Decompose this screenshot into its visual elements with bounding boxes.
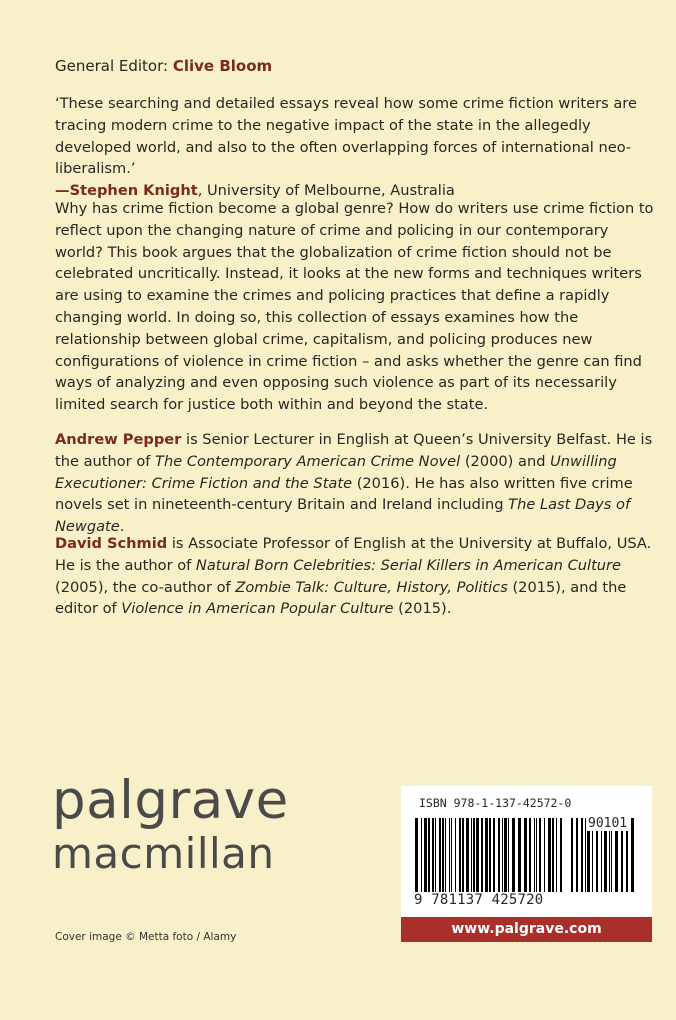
barcode-bar [529, 818, 531, 892]
general-editor-label: General Editor: [55, 57, 169, 75]
bio-text: (2016). He has also written five crime novels set in nineteenth-century Britain and Ireland including [55, 474, 633, 514]
book-title: Violence in American Popular Culture [121, 600, 394, 618]
barcode-bar [415, 818, 418, 892]
barcode-bar [435, 818, 436, 892]
barcode-bar [498, 818, 500, 892]
barcode-bar [504, 818, 507, 892]
barcode-bar [512, 818, 515, 892]
author-bio-pepper [55, 429, 655, 538]
barcode-bar [432, 818, 434, 892]
barcode-bar [476, 818, 479, 892]
general-editor-name: Clive Bloom [172, 57, 273, 75]
addon-number: 90101 [588, 816, 628, 831]
barcode-bar [451, 818, 452, 892]
book-title: Unwilling Executioner: Crime Fiction and the State [55, 452, 617, 492]
barcode-bar [489, 818, 491, 892]
barcode-bar [493, 818, 495, 892]
barcode-bar [439, 818, 441, 892]
barcode-bar [466, 818, 469, 892]
barcode-bar [485, 818, 488, 892]
barcode-bar [445, 818, 446, 892]
barcode-bar [581, 818, 583, 892]
quote-affiliation: , University of Melbourne, Australia [197, 182, 455, 200]
bio-text: is Associate Professor of English at the University at Buffalo, USA. He is the author of [55, 535, 652, 574]
cover-image-credit: Cover image © Metta foto / Alamy [55, 931, 237, 943]
logo-palgrave: palgrave [52, 770, 289, 831]
bio-text: (2015), and the editor of [55, 578, 627, 618]
book-title: Zombie Talk: Culture, History, Politics [235, 578, 508, 596]
barcode-bar [571, 818, 573, 892]
barcode-bar [534, 818, 535, 892]
publisher-url: www.palgrave.com [401, 917, 652, 942]
bio-name: Andrew Pepper [55, 431, 182, 448]
barcode-bar [459, 818, 461, 892]
barcode-bar [552, 818, 554, 892]
bio-text: (2005), the co-author of [55, 578, 236, 596]
isbn-barcode [401, 786, 652, 917]
author-bio-schmid [55, 533, 655, 620]
publisher-logo [52, 770, 289, 878]
bio-text: (2000) and [460, 452, 551, 470]
barcode-bar [421, 818, 422, 892]
barcode-bar [462, 818, 464, 892]
barcode-bar [442, 818, 444, 892]
barcode-bar [539, 818, 541, 892]
barcode-bar [455, 818, 456, 892]
quote-text: ‘These searching and detailed essays reveal how some crime fiction writers are tracing modern crime to the negative impact of the state in the allegedly developed world, and also to the often overlapping forces of international neo-liberalism.’ [55, 95, 637, 178]
barcode-bar [536, 818, 537, 892]
book-title: The Contemporary American Crime Novel [155, 452, 461, 470]
book-title: The Last Days of Newgate [55, 496, 631, 536]
isbn-text: ISBN 978-1-137-42572-0 [419, 796, 572, 810]
barcode-bar [502, 818, 503, 892]
barcode-digits: 9 781137 425720 [414, 892, 544, 908]
barcode-bar [518, 818, 521, 892]
logo-macmillan: macmillan [52, 829, 275, 878]
barcode-bar [508, 818, 509, 892]
description-text: Why has crime fiction become a global genre? How do writers use crime fiction to reflect upon the changing nature of crime and policing in our contemporary world? This book argues that the globalization of crime fiction should not be celebrated uncritically. Instead, it looks at the new forms and techniques writers are using to examine the crimes and policing practices that define a rapidly changing world. In doing so, this collection of essays examines how the relationship between global crime, capitalism, and policing produces new configurations of violence in crime fiction – and asks whether the genre can find ways of analyzing and even opposing such violence as part of its necessarily limited search for justice both within and beyond the state. [55, 200, 654, 414]
barcode-bar [631, 818, 634, 892]
barcode-bar [481, 818, 483, 892]
book-title: Natural Born Celebrities: Serial Killers in American Culture [195, 556, 622, 574]
barcode-bar [428, 818, 430, 892]
barcode-bar [548, 818, 551, 892]
quote-author: —Stephen Knight [55, 182, 198, 200]
bio-text: (2015). [393, 600, 452, 618]
barcode-bar [576, 818, 578, 892]
book-description [55, 198, 655, 416]
endorsement-quote [55, 93, 655, 202]
bio-text: . [119, 518, 125, 536]
barcode-bars [415, 818, 565, 892]
barcode-bar [473, 818, 475, 892]
barcode-bar [585, 818, 586, 892]
barcode-bar [544, 818, 545, 892]
general-editor-line [55, 57, 272, 75]
barcode-bar [424, 818, 427, 892]
barcode-bar [449, 818, 450, 892]
bio-text: is Senior Lecturer in English at Queen’s University Belfast. He is the author of [55, 431, 653, 470]
barcode-bar [524, 818, 527, 892]
barcode-bar [556, 818, 557, 892]
barcode-bar [471, 818, 472, 892]
bio-name: David Schmid [55, 535, 168, 552]
barcode-bar [560, 818, 562, 892]
